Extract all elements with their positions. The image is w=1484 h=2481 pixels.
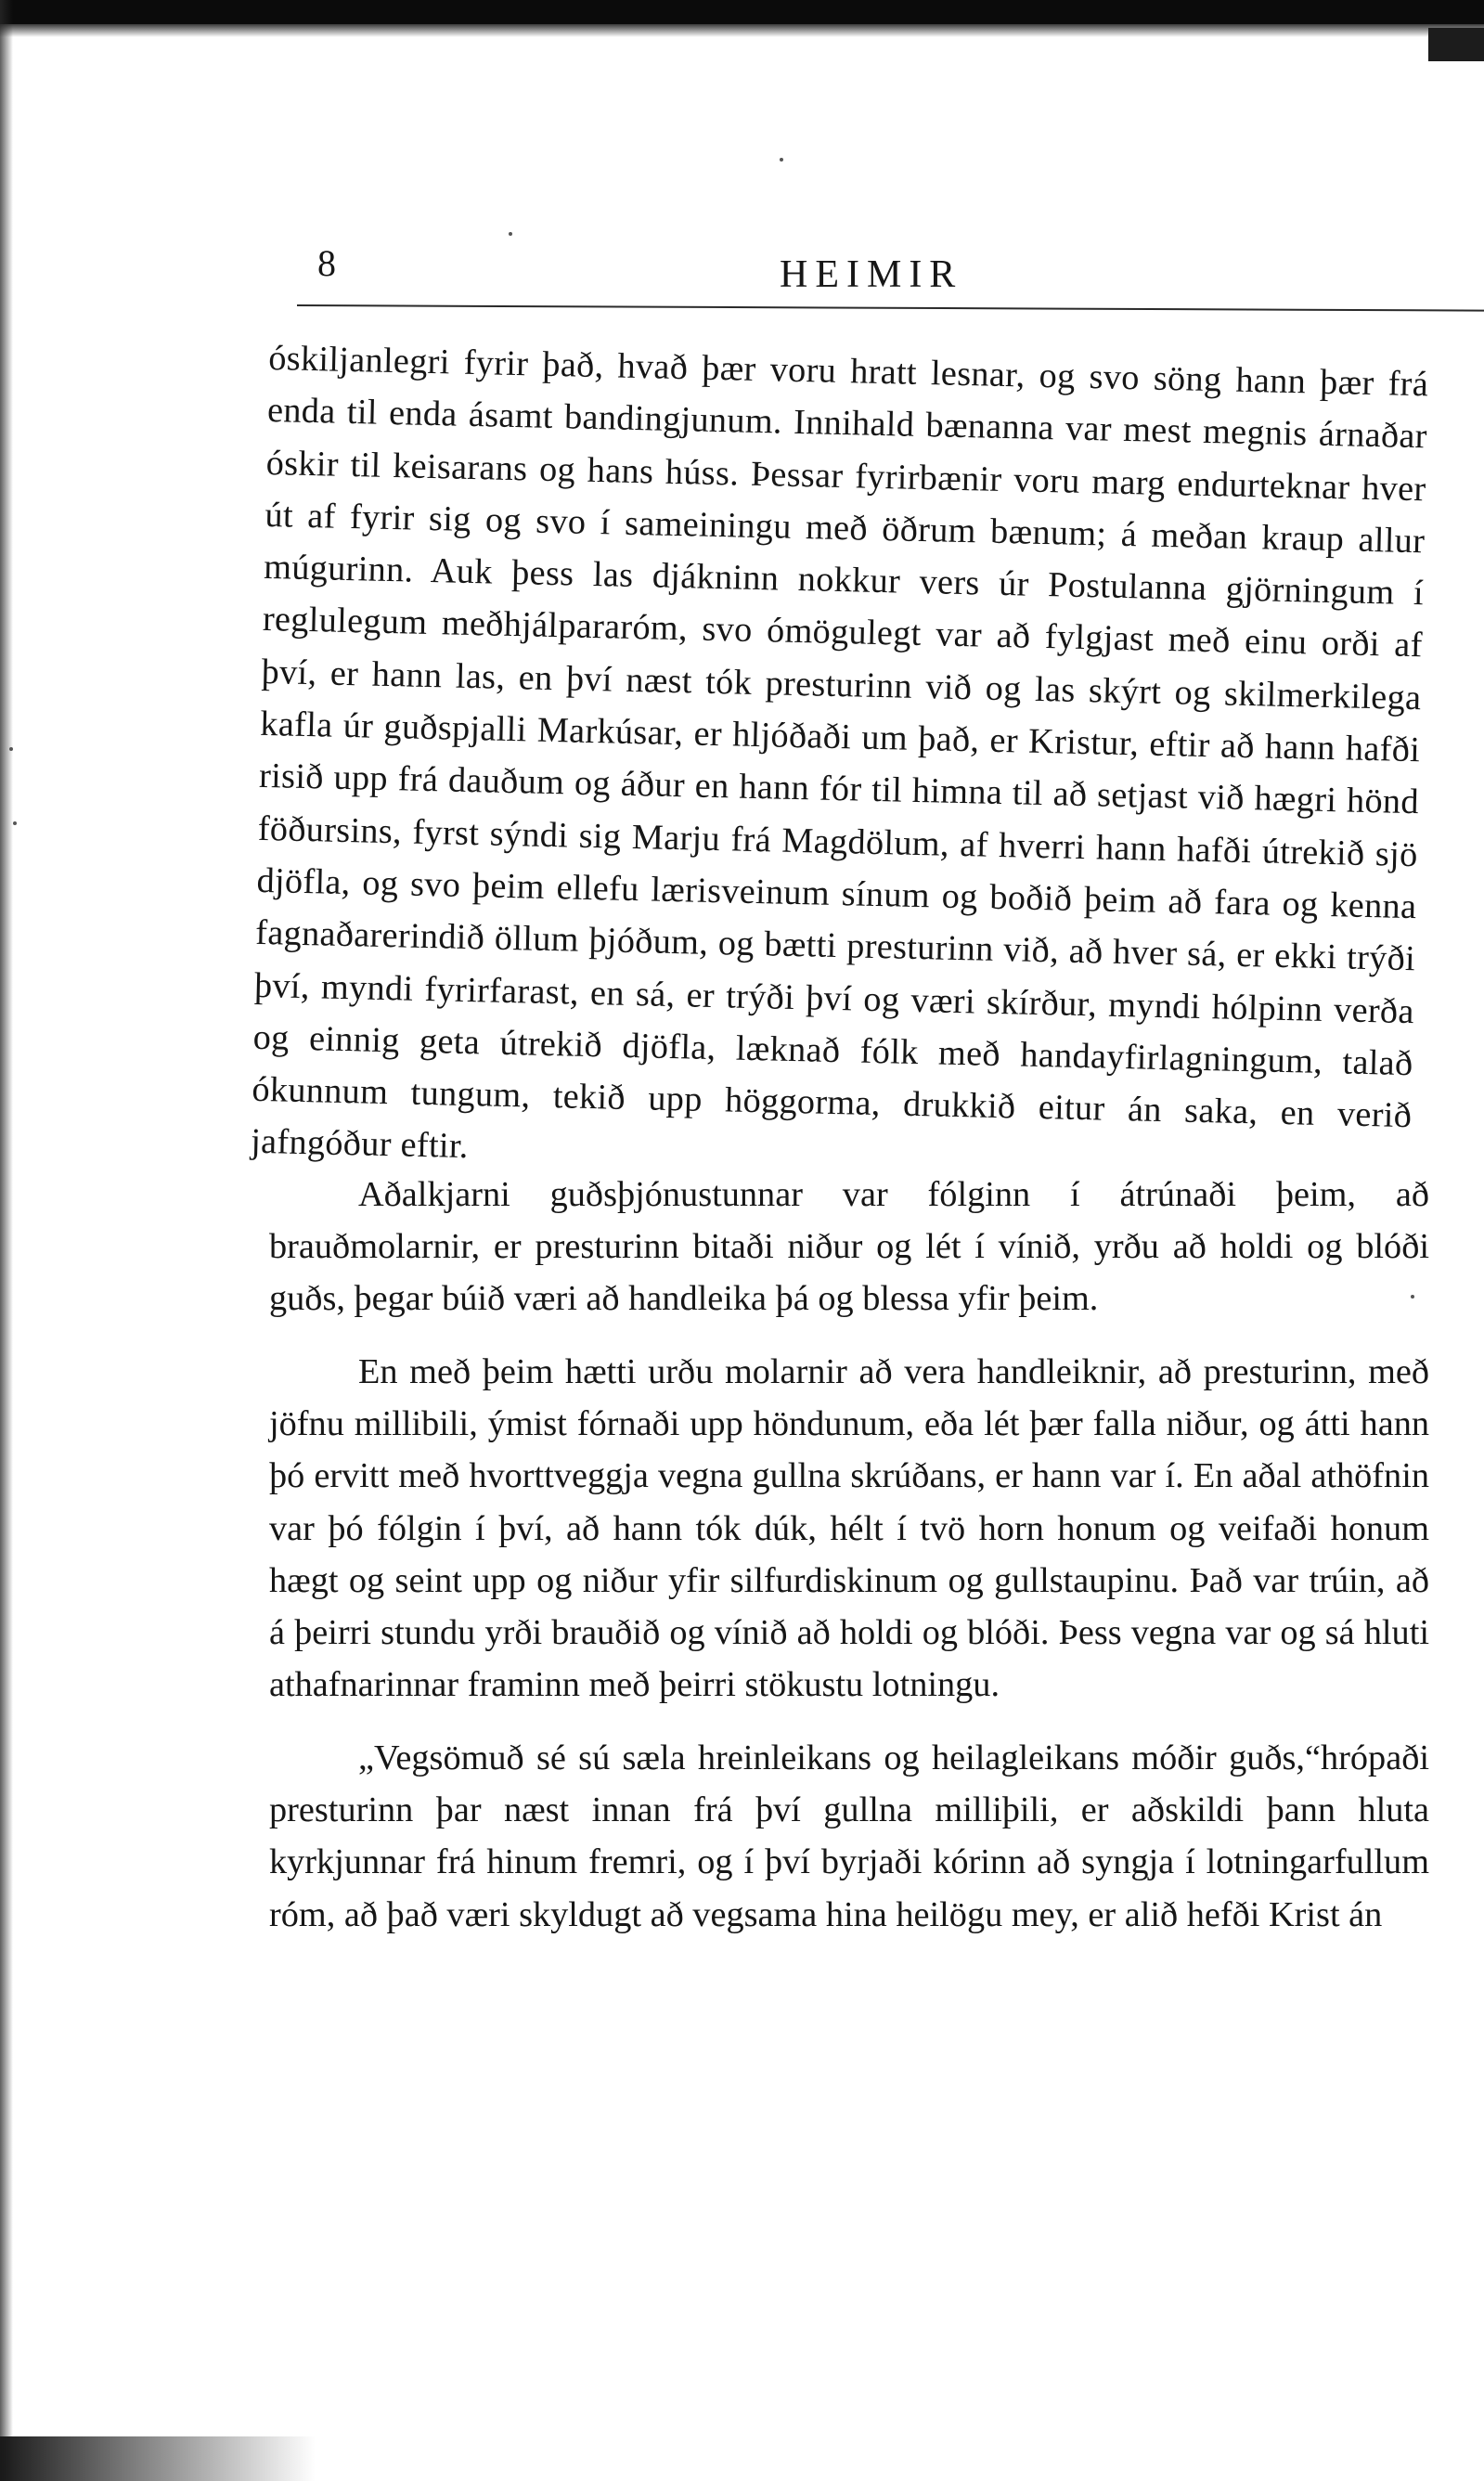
running-title: HEIMIR <box>780 253 963 296</box>
ink-speck <box>13 821 17 825</box>
paragraph: óskiljanlegri fyrir það, hvað þær voru hratt lesnar, og svo söng hann þær frá enda til enda ásamt bandingjunum. Innihald bænanna var mest megnis árnaðar óskir til keisarans og hans húss. Þessar fyrirbænir voru marg endurteknar hver út af fyrir sig og svo í sameiningu með öðrum bænum; á meðan kraup allur múgurinn. Auk þess las djákninn nokkur vers úr Postulanna gjörningum í reglulegum meðhjálpararóm, svo ómögulegt var að fylgjast með einu orði af því, er hann las, en því næst tók presturinn við og las skýrt og skilmerkilega kafla úr guðspjalli Markúsar, er hljóðaði um það, er Kristur, eftir að hann hafði risið upp frá dauðum og áður en hann fór til himna til að setjast við hægri hönd föðursins, fyrst sýndi sig Marju frá Magdölum, af hverri hann hafði útrekið sjö djöfla, og svo þeim ellefu lærisveinum sínum og boðið þeim að fara og kenna fagnaðarerindið öllum þjóðum, og bætti presturinn við, að hver sá, er ekki trýði því, myndi fyrirfarast, en sá, er trýði því og væri skírður, myndi hólpinn verða og einnig geta útrekið djöfla, læknað fólk með handayfirlagningum, talað ókunnum tungum, tekið upp höggorma, drukkið eitur án saka, en verið jafngóður eftir. <box>250 338 1429 1167</box>
page-number: 8 <box>317 242 336 284</box>
scan-top-edge <box>0 0 1484 24</box>
running-head <box>269 223 1466 306</box>
paragraph: Aðalkjarni guðsþjónustunnar var fólginn í átrúnaði þeim, að brauðmolarnir, er presturinn bitaði niður og lét í vínið, yrðu að holdi og blóði guðs, þegar búið væri að handleika þá og blessa yfir þeim. <box>269 1174 1429 1319</box>
scan-bottom-shadow <box>0 2436 316 2481</box>
scan-left-edge <box>0 0 13 2481</box>
ink-speck <box>9 747 13 751</box>
scan-top-shadow <box>0 24 1484 37</box>
paragraph: En með þeim hætti urðu molarnir að vera handleiknir, að presturinn, með jöfnu millibili, ýmist fórnaði upp höndunum, eða lét þær falla niður, og átti hann þó ervitt með hvorttveggja vegna gullna skrúðans, er hann var í. En aðal athöfnin var þó fólgin í því, að hann tók dúk, hélt í tvö horn honum og veifaði honum hægt og seint upp og niður yfir silfurdiskinum og gullstaupinu. Það var trúin, að á þeirri stundu yrði brauðið og vínið að holdi og blóði. Þess vegna var og sá hluti athafnarinnar framinn með þeirri stökustu lotningu. <box>269 1351 1429 1705</box>
body-text <box>250 332 1429 1941</box>
book-page <box>250 223 1466 2469</box>
scan-corner-mark <box>1428 28 1484 61</box>
header-rule <box>297 304 1484 312</box>
paragraph: „Vegsömuð sé sú sæla hreinleikans og heilagleikans móðir guðs,“hrópaði presturinn þar næst innan frá því gullna milliþili, er aðskildi þann hluta kyrkjunnar frá hinum fremri, og í því byrjaði kórinn að syngja í lotningarfullum róm, að það væri skyldugt að vegsama hina heilögu mey, er alið hefði Krist án <box>269 1738 1429 1934</box>
ink-speck <box>780 158 783 162</box>
